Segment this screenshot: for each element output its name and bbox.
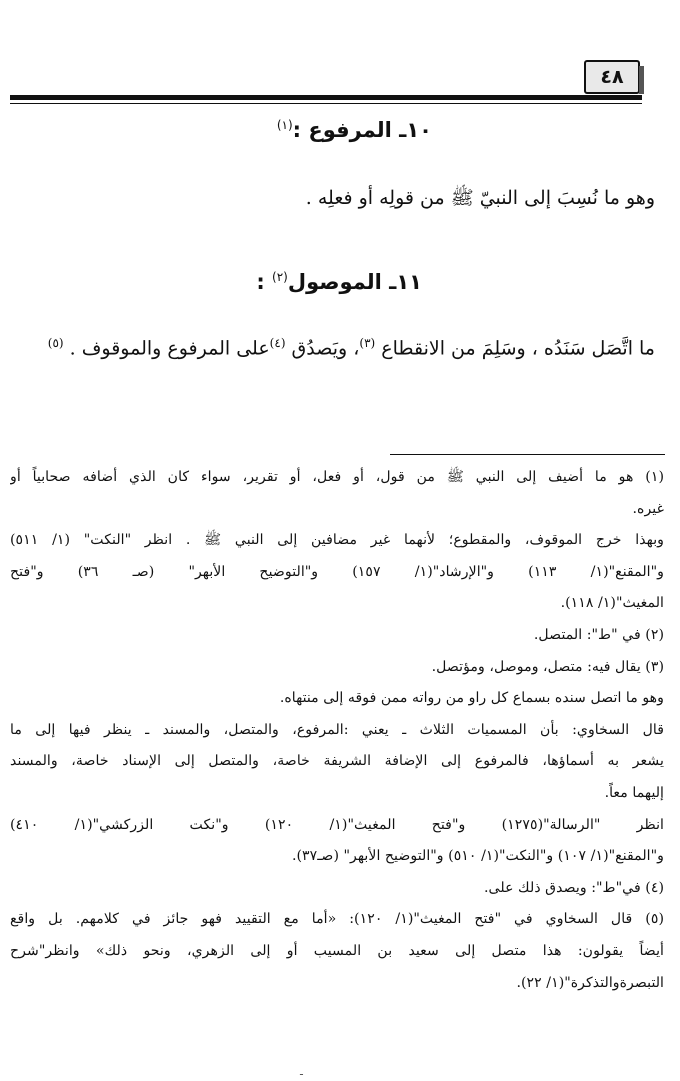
header-rule-thin xyxy=(10,103,642,104)
footnote-line: غيره. xyxy=(632,500,664,517)
footnote-ref-1[interactable]: (١) xyxy=(276,118,293,132)
footnote-line: (٣) يقال فيه: متصل، وموصل، ومؤتصل. xyxy=(431,658,664,675)
footnote-separator xyxy=(390,454,665,455)
footnote-line: يشعر به أسماؤها، فالمرفوع إلى الإضافة الشريفة خاصة، والمتصل إلى الإسناد خاصة، والمسند xyxy=(10,753,664,770)
definition-mawsul-part-a: ما اتَّصَل سَنَدُه ، وسَلِمَ من الانقطاع xyxy=(375,337,655,360)
heading-mawsul-text: ١١ـ الموصول xyxy=(287,270,422,294)
footnote-ref-4[interactable]: (٤) xyxy=(269,336,286,350)
heading-marfu xyxy=(277,118,432,142)
footnote-line: قال السخاوي: بأن المسميات الثلاث ـ يعني :المرفوع، والمتصل، والمسند ـ ينظر فيها إلى ما xyxy=(10,721,664,738)
heading-mawsul xyxy=(256,270,422,294)
footnote-line: (٥) قال السخاوي في "فتح المغيث"(١/ ١٢٠): «أما مع التقييد فهو جائز في كلامهم. بل واقع xyxy=(10,911,664,928)
bottom-mark: ـ xyxy=(300,1067,303,1078)
footnote-line: التبصرةوالتذكرة"(١/ ٢٢). xyxy=(516,974,664,991)
definition-marfu: وهو ما نُسِبَ إلى النبيّ ﷺ من قولِه أو فعلِه . xyxy=(305,187,655,209)
footnote-line: (٢) في "ط": المتصل. xyxy=(533,626,664,643)
footnote-ref-3[interactable]: (٣) xyxy=(359,336,376,350)
footnote-line: (١) هو ما أضيف إلى النبي ﷺ من قول، أو فعل، أو تقرير، سواء كان الذي أضافه صحابياً أو xyxy=(10,469,664,485)
definition-mawsul-part-b: ، ويَصدُق xyxy=(285,337,360,360)
footnote-line: إليهما معاً. xyxy=(604,784,664,801)
footnotes xyxy=(10,462,664,999)
footnote-line: المغيث"(١/ ١١٨). xyxy=(560,595,664,612)
definition-mawsul xyxy=(48,336,655,359)
footnote-line: وبهذا خرج الموقوف، والمقطوع؛ لأنهما غير مضافين إلى النبي ﷺ . انظر "النكت" (١/ ٥١١) xyxy=(10,532,664,549)
footnote-line: (٤) في"ط": ويصدق ذلك على. xyxy=(484,879,664,896)
footnote-line: و"المقنع"(١/ ١١٣) و"الإرشاد"(١/ ١٥٧) و"التوضيح الأبهر" (صـ ٣٦) و"فتح xyxy=(10,563,664,580)
header-rule-thick xyxy=(10,95,642,100)
footnote-line: انظر "الرسالة"(١٢٧٥) و"فتح المغيث"(١/ ١٢٠) و"نكت الزركشي"(١/ ٤١٠) xyxy=(10,816,664,833)
footnote-ref-5[interactable]: (٥) xyxy=(47,336,64,350)
heading-marfu-text: ١٠ـ المرفوع : xyxy=(292,118,432,142)
heading-mawsul-colon: : xyxy=(256,270,273,294)
definition-mawsul-part-c: على المرفوع والموقوف . xyxy=(63,337,270,360)
footnote-ref-2[interactable]: (٢) xyxy=(272,270,288,284)
footnote-line: و"المقنع"(١/ ١٠٧) و"النكت"(١/ ٥١٠) و"التوضيح الأبهر" (صـ٣٧). xyxy=(291,848,664,865)
page-number: ٤٨ xyxy=(584,60,640,94)
footnote-line: أيضاً يقولون: هذا متصل إلى سعيد بن المسيب أو إلى الزهري، ونحو ذلك» وانظر"شرح xyxy=(10,942,664,959)
footnote-line: وهو ما اتصل سنده بسماع كل راو من رواته ممن فوقه إلى منتهاه. xyxy=(279,690,664,707)
